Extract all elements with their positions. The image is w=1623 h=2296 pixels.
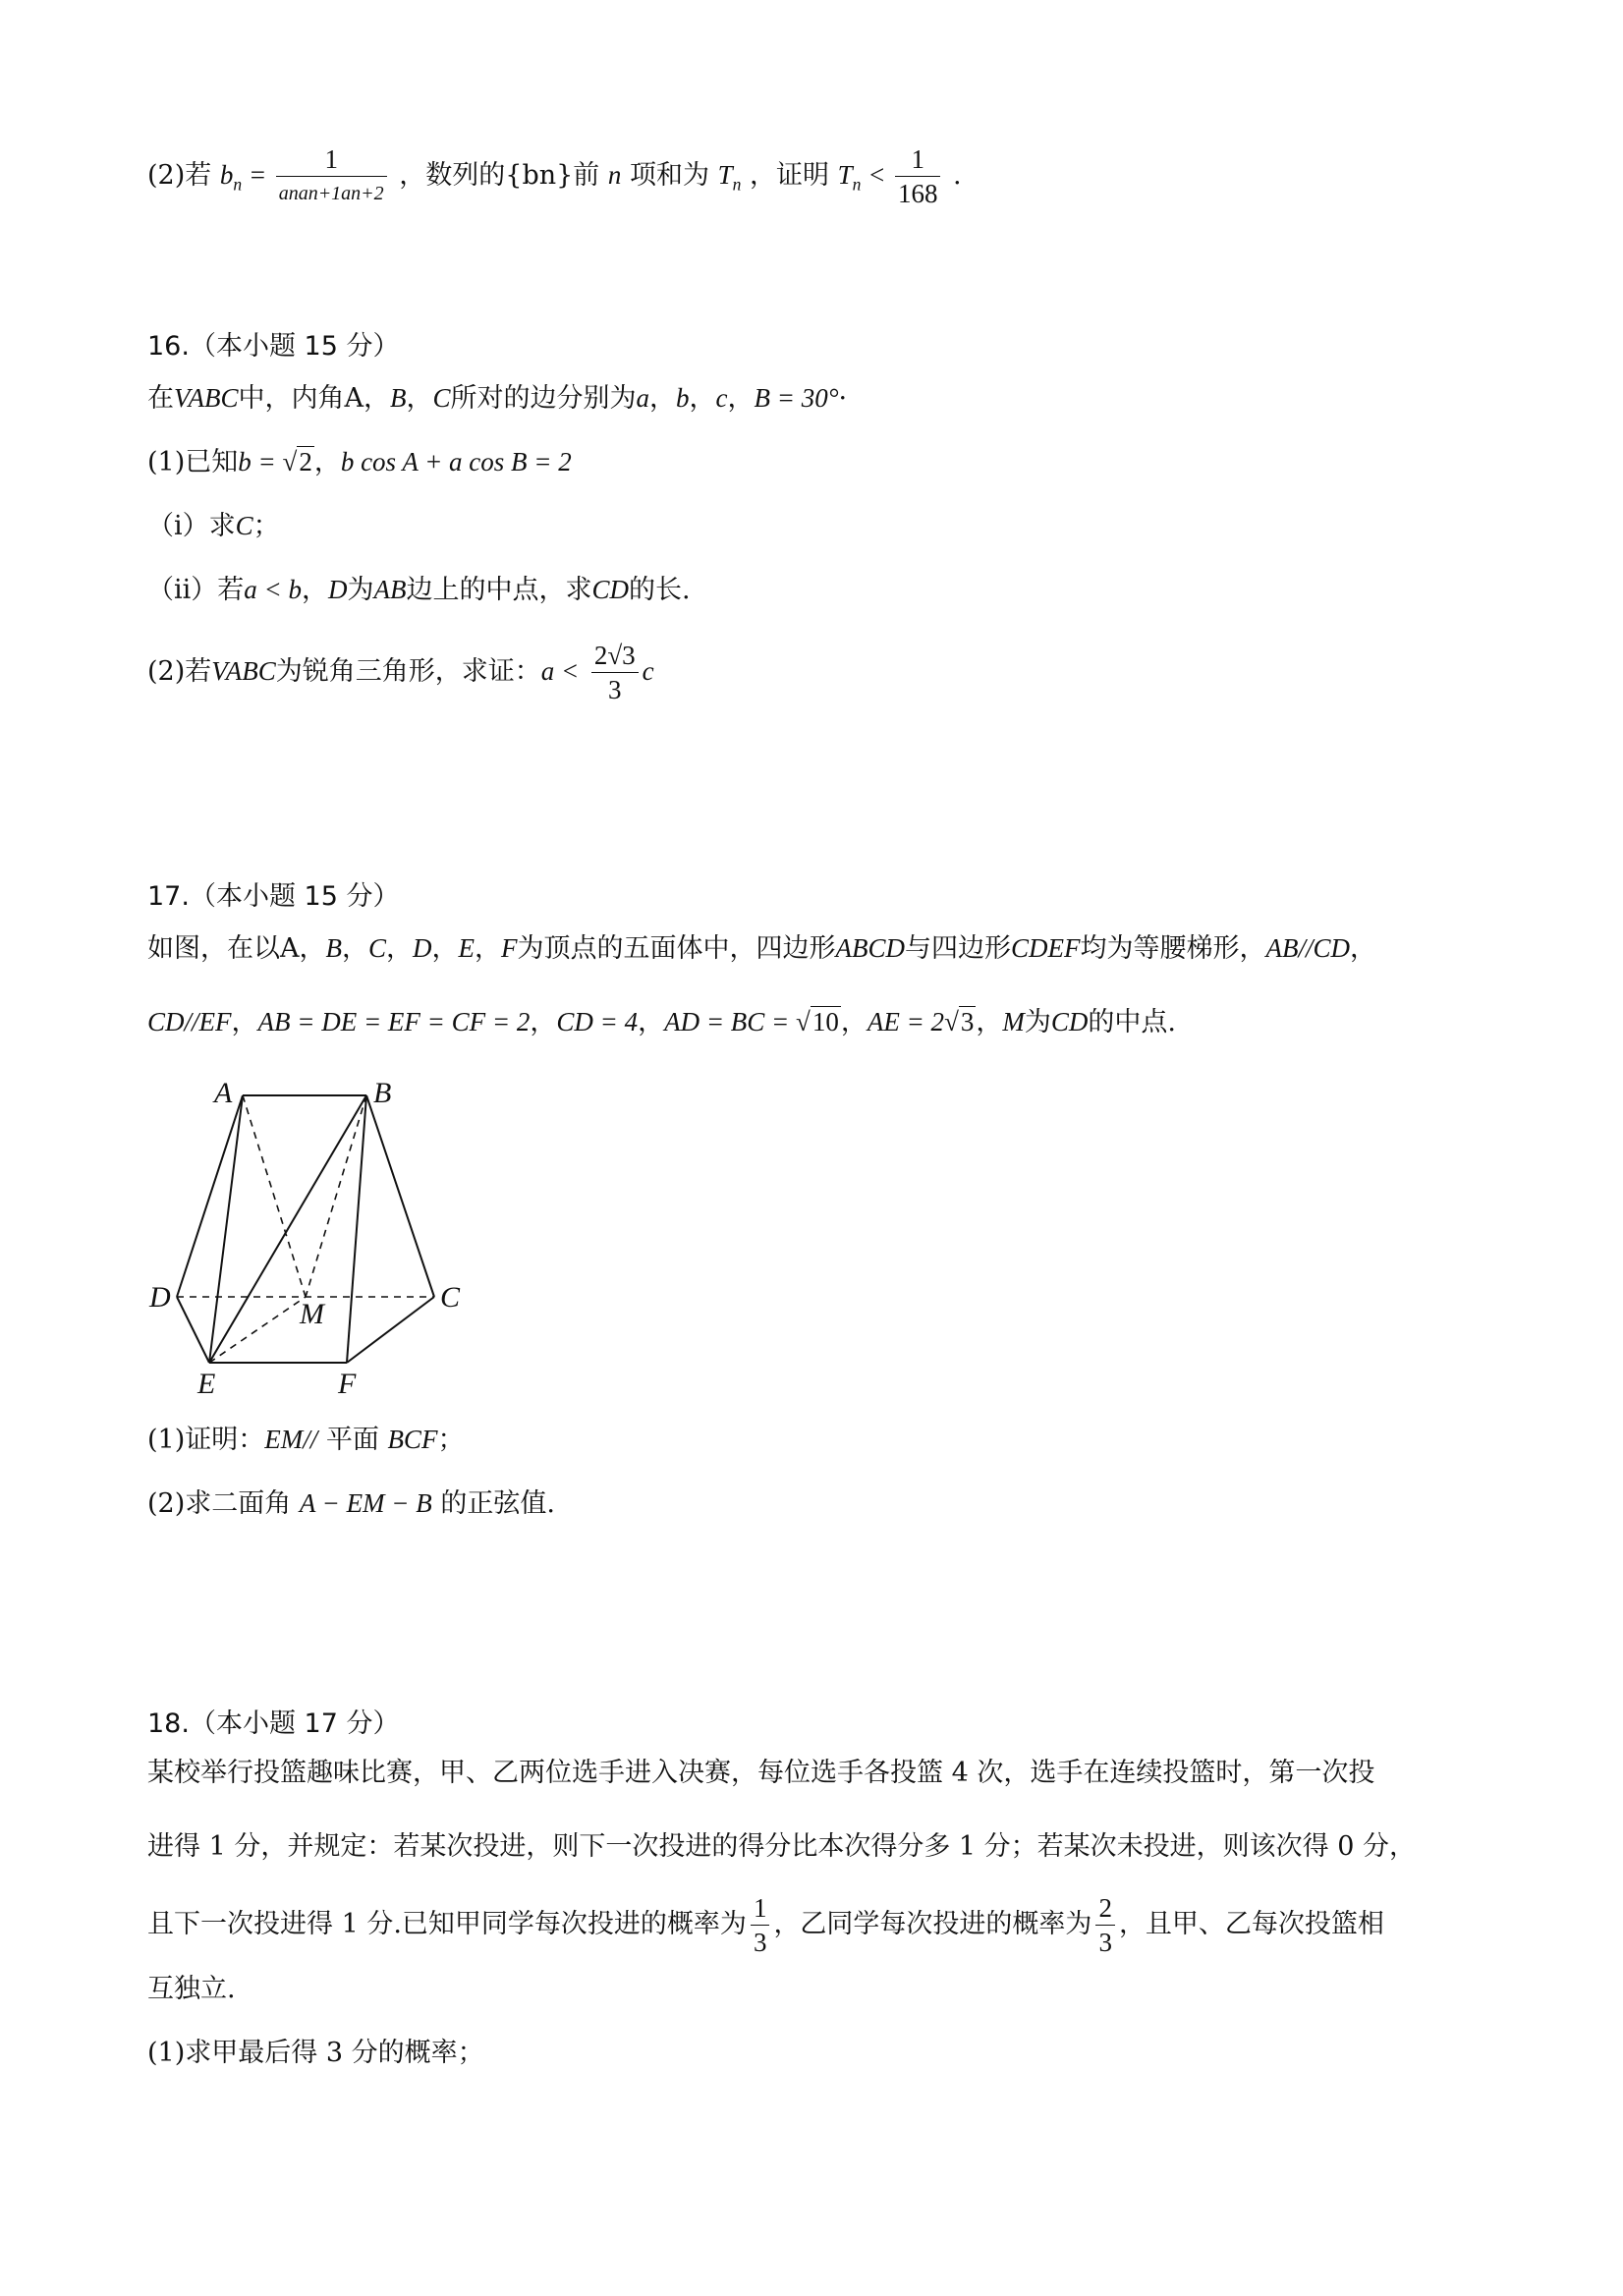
- q15-frac-num: 1: [276, 142, 387, 177]
- q16-p1-eq: b cos A + a cos B = 2: [340, 447, 572, 476]
- q17-l2-sqrt3: 3: [960, 1007, 975, 1036]
- q15-text-sum: 项和为: [630, 160, 709, 191]
- q17-l1-mid3: 均为等腰梯形，: [1080, 933, 1266, 964]
- q16-p2-a: a <: [540, 656, 580, 686]
- q18-l3-a: 且下一次投进得 1 分.已知甲同学每次投进的概率为: [147, 1909, 747, 1939]
- q15-text-prove: ，证明: [749, 160, 829, 191]
- edge-BF: [347, 1095, 366, 1363]
- q18-frac-2-3: [1095, 1891, 1115, 1959]
- q17-l1-c2: ，: [386, 933, 414, 964]
- q17-line1: [147, 928, 1376, 969]
- q17-l1-end: ，: [1350, 933, 1377, 964]
- q17-l1-F: F: [501, 933, 518, 963]
- q17-l1-D: D: [413, 933, 432, 963]
- q16-C: C: [432, 383, 451, 413]
- q16-l1-c: 所对的边分别为: [450, 383, 637, 414]
- q16-ii-mid3: 边上的中点，求: [406, 575, 592, 605]
- q16-p2-den: 3: [607, 675, 622, 704]
- q15-T2-sub: n: [852, 174, 862, 195]
- q17-l2-f: ，: [638, 1007, 665, 1037]
- q16-ii-mid2: 为: [347, 575, 374, 605]
- q17-l1-mid2: 与四边形: [905, 933, 1012, 964]
- q16-B: B: [389, 383, 407, 413]
- q18-frac-1-3: [751, 1891, 770, 1959]
- q15-b-sub: n: [233, 174, 243, 195]
- q16-comma4: ，: [727, 383, 755, 414]
- q16-sub-ii: [147, 570, 691, 610]
- q16-p2-num: 2√3: [591, 639, 639, 673]
- q17-p1-end: ；: [437, 1425, 465, 1455]
- q16-tri: VABC: [174, 383, 239, 413]
- q18-header: 18.（本小题 17 分）: [147, 1708, 400, 1739]
- q17-p1-BCF: BCF: [387, 1425, 438, 1454]
- q17-l1-mid: 为顶点的五面体中，四边形: [517, 933, 836, 964]
- q16-c: c: [715, 383, 728, 413]
- q18-l3-c: ，且甲、乙每次投篮相: [1118, 1909, 1384, 1939]
- q16-sub-i: [147, 506, 280, 546]
- q16-p1-prefix: (1)已知: [147, 447, 239, 477]
- label-F: F: [338, 1368, 357, 1400]
- q15-T: T: [717, 160, 733, 190]
- q15-T2: T: [837, 160, 853, 190]
- q16-ii-cond: a < b: [244, 575, 303, 604]
- q17-l1-c4: ，: [475, 933, 502, 964]
- q16-l1-a: 在: [147, 383, 174, 414]
- q16-comma3: ，: [689, 383, 716, 414]
- q16-i-prefix: （i）求: [147, 511, 236, 541]
- q18-f1-num: 1: [751, 1891, 770, 1926]
- q17-l2-e: CD = 4: [556, 1007, 639, 1036]
- q18-f2-num: 2: [1095, 1891, 1115, 1926]
- q17-l1-E: E: [458, 933, 476, 963]
- q16-header: 16.（本小题 15 分）: [147, 331, 400, 362]
- q16-p2-mid: 为锐角三角形，求证：: [275, 656, 541, 687]
- label-D: D: [149, 1281, 171, 1314]
- edge-AE: [209, 1095, 243, 1363]
- q17-l2-j: ，: [976, 1007, 1003, 1037]
- q15-eq: =: [250, 160, 272, 190]
- q17-l2-h: ，: [840, 1007, 867, 1037]
- edge-AD: [177, 1095, 243, 1297]
- q17-l2-i: AE = 2: [867, 1007, 945, 1036]
- q18-line3: [147, 1891, 1384, 1959]
- q17-l2-end: 的中点.: [1088, 1007, 1176, 1037]
- q18-f1-den: 3: [753, 1928, 767, 1957]
- q17-l1-B: B: [325, 933, 342, 963]
- q17-l2-b: ，: [231, 1007, 258, 1037]
- q17-p1-prefix: (1)证明：: [147, 1425, 265, 1455]
- q16-comma2: ，: [649, 383, 676, 414]
- q16-p1-rest: ，: [313, 447, 341, 477]
- q15-b-fraction: [276, 142, 387, 210]
- q17-header: 17.（本小题 15 分）: [147, 881, 400, 912]
- q16-line1: [147, 378, 847, 419]
- q16-l1-b: 中，内角A，: [238, 383, 390, 414]
- q17-l1: 如图，在以A，: [147, 933, 326, 964]
- q15-text-mid: ，数列的{bn}前: [399, 160, 600, 191]
- q17-pentahedron-figure: [138, 1066, 491, 1400]
- q15-end: .: [953, 160, 962, 191]
- q16-ii-D: D: [328, 575, 348, 604]
- label-C: C: [440, 1281, 461, 1314]
- q16-ii-CD: CD: [591, 575, 630, 604]
- q16-part2: [147, 639, 654, 706]
- edge-AM-dashed: [243, 1095, 306, 1297]
- label-B: B: [373, 1077, 392, 1109]
- q18-line2: 进得 1 分，并规定：若某次投进，则下一次投进的得分比本次得分多 1 分；若某次未投进，则该次得 0 分，: [147, 1831, 1417, 1862]
- q16-p1-sqrt: 2: [299, 447, 312, 476]
- q17-l1-ABCD: ABCD: [835, 933, 906, 963]
- q16-part1: (1)已知b = √2，b cos A + a cos B = 2: [147, 447, 572, 477]
- q17-l1-par: AB//CD: [1265, 933, 1351, 963]
- q16-i-C: C: [235, 511, 253, 540]
- q16-p2-c: c: [642, 656, 654, 686]
- q16-p2-prefix: (2)若: [147, 656, 212, 687]
- q17-p2-end: 的正弦值.: [440, 1488, 555, 1519]
- label-M: M: [300, 1298, 324, 1330]
- q15-b-lhs: b: [219, 160, 234, 190]
- q17-l1-C: C: [368, 933, 387, 963]
- edge-BC: [366, 1095, 434, 1297]
- q17-l1-c3: ，: [431, 933, 459, 964]
- q17-l1-c1: ，: [342, 933, 368, 964]
- q18-line4: 互独立.: [147, 1974, 236, 2004]
- q15-part2-line: [147, 142, 962, 210]
- q15-n: n: [607, 160, 622, 190]
- q17-line2: CD//EF，AB = DE = EF = CF = 2，CD = 4，AD = BC = √10，AE = 2√3，M为CD的中点.: [147, 1007, 1176, 1037]
- q17-p1-par: //: [303, 1425, 318, 1454]
- q16-ii-end: 的长.: [629, 575, 691, 605]
- q15-part2-prefix: (2)若: [147, 160, 212, 191]
- q18-line1: 某校举行投篮趣味比赛，甲、乙两位选手进入决赛，每位选手各投篮 4 次，选手在连续投篮时，第一次投: [147, 1758, 1375, 1788]
- q18-part1: (1)求甲最后得 3 分的概率；: [147, 2038, 484, 2068]
- q16-i-end: ；: [252, 511, 280, 541]
- q17-l2-g: AD = BC =: [664, 1007, 797, 1036]
- q17-l1-CDEF: CDEF: [1011, 933, 1081, 963]
- q17-l2-d: ，: [530, 1007, 557, 1037]
- q16-comma1: ，: [406, 383, 433, 414]
- q17-part1: [147, 1420, 464, 1460]
- q17-l2-c: AB = DE = EF = CF = 2: [257, 1007, 531, 1036]
- q16-p2-tri: VABC: [211, 656, 276, 686]
- edge-EM-dashed: [209, 1297, 306, 1363]
- label-A: A: [214, 1077, 233, 1109]
- q17-l2-a: CD//EF: [147, 1007, 232, 1036]
- q16-a: a: [636, 383, 649, 413]
- q18-f2-den: 3: [1098, 1928, 1112, 1957]
- edge-FC: [347, 1297, 434, 1363]
- q16-ii-AB: AB: [373, 575, 407, 604]
- edge-BM-dashed: [306, 1095, 366, 1297]
- q16-ii-mid1: ，: [302, 575, 329, 605]
- q15-rhs-den: 168: [897, 179, 938, 208]
- edge-DE: [177, 1297, 209, 1363]
- q17-l2-CD: CD: [1050, 1007, 1089, 1036]
- q17-l2-k: 为: [1024, 1007, 1051, 1037]
- q16-p1-b: b =: [238, 447, 283, 476]
- q17-p1-EM: EM: [264, 1425, 304, 1454]
- q18-l3-b: ，乙同学每次投进的概率为: [773, 1909, 1092, 1939]
- label-E: E: [197, 1368, 216, 1400]
- q15-rhs-num: 1: [895, 142, 941, 177]
- q16-l1-end: ·: [838, 383, 848, 414]
- q17-p2-prefix: (2)求二面角: [147, 1488, 292, 1519]
- q15-T-sub: n: [732, 174, 742, 195]
- q16-angle: B = 30°: [754, 383, 839, 413]
- q15-rhs-fraction: [895, 142, 941, 210]
- q17-l2-sqrt10: 10: [812, 1007, 839, 1036]
- edge-BE: [209, 1095, 366, 1363]
- q16-p2-fraction: [591, 639, 639, 706]
- q15-lt: <: [868, 160, 891, 190]
- q16-ii-prefix: （ii）若: [147, 575, 245, 605]
- q16-b: b: [676, 383, 690, 413]
- q17-p2-angle: A − EM − B: [299, 1488, 432, 1518]
- q17-l2-M: M: [1002, 1007, 1025, 1036]
- q17-p1-plane: 平面: [325, 1425, 379, 1455]
- q17-part2: [147, 1484, 555, 1524]
- q15-frac-den: anan+1an+2: [278, 183, 384, 204]
